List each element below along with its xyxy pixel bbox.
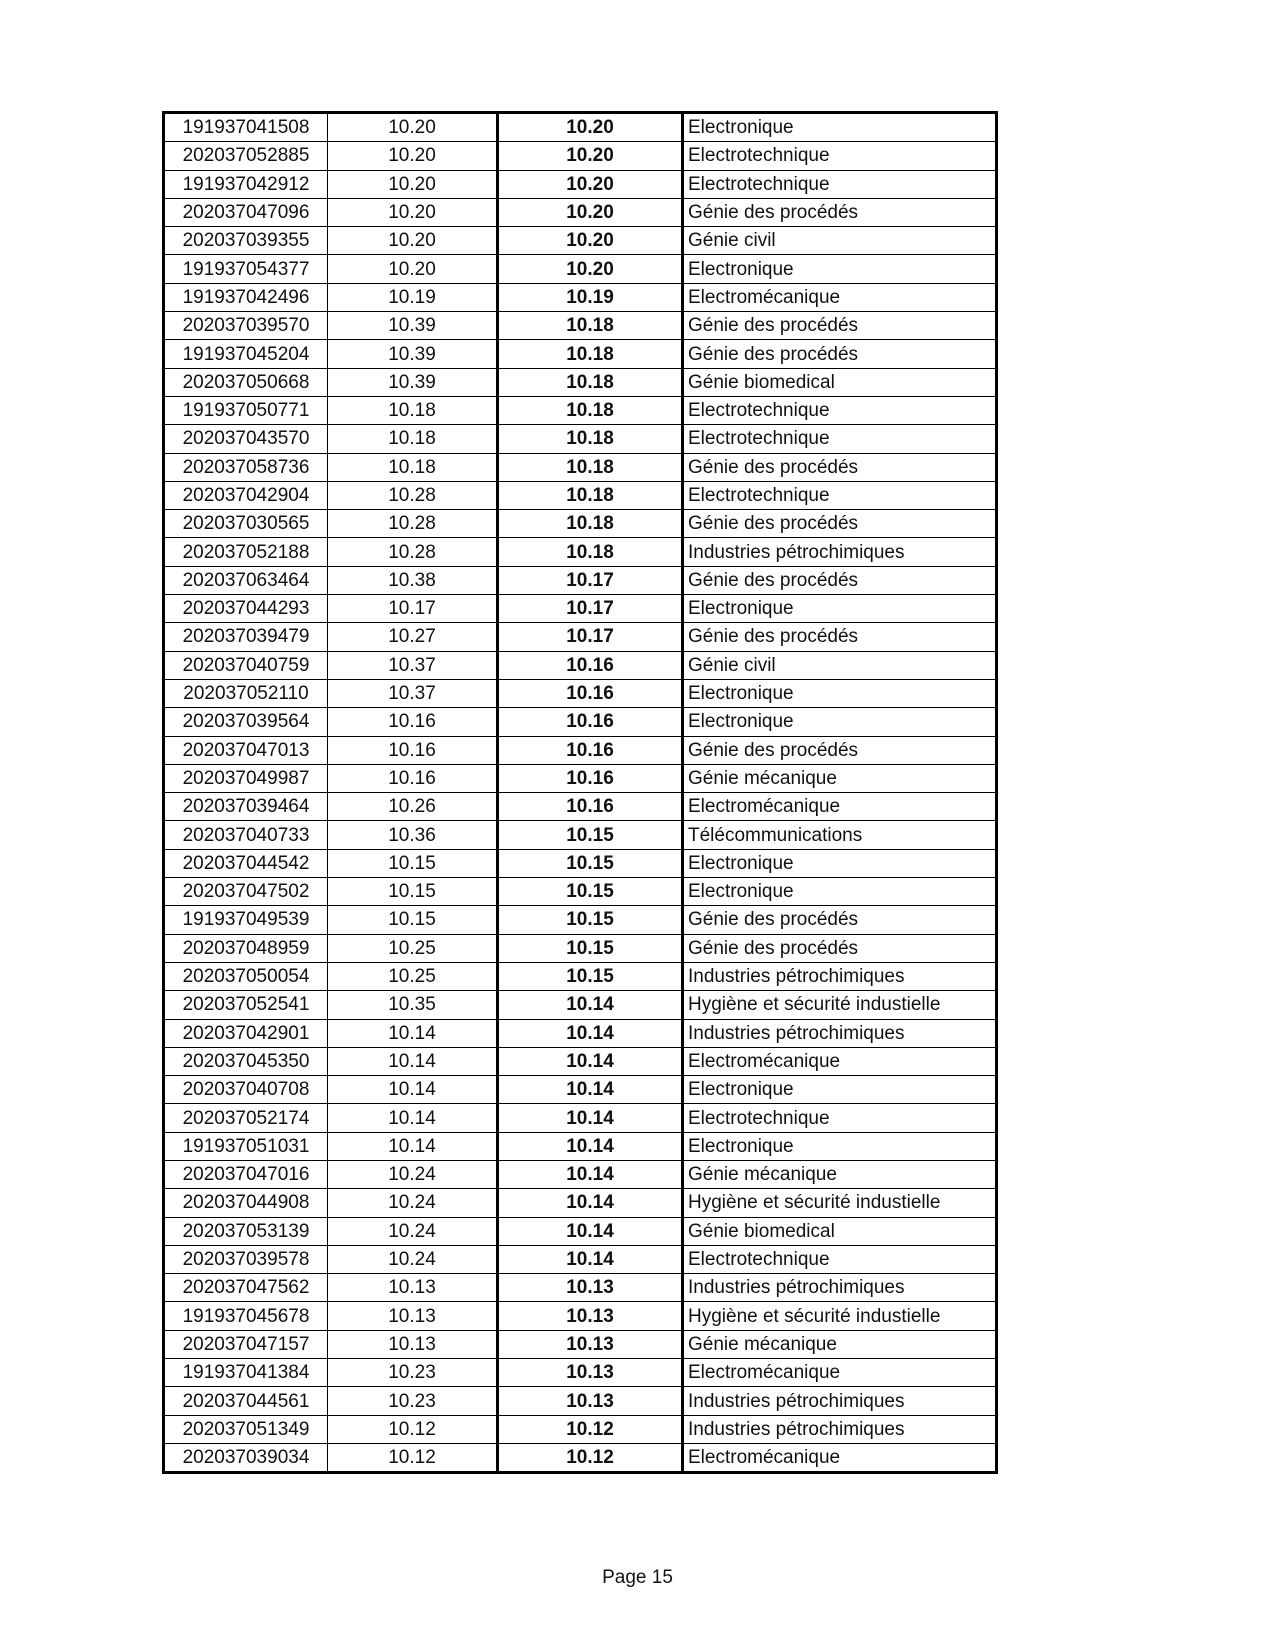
score-cell: 10.38: [328, 566, 498, 594]
field-cell: Génie biomedical: [683, 368, 997, 396]
score-cell: 10.39: [328, 368, 498, 396]
table-row: [164, 736, 997, 764]
final-score-cell: 10.19: [498, 283, 683, 311]
final-score-cell: 10.14: [498, 1047, 683, 1075]
score-cell: 10.37: [328, 651, 498, 679]
student-id-cell: 191937050771: [164, 396, 328, 424]
table-row: [164, 1189, 997, 1217]
table-row: [164, 595, 997, 623]
table-row: [164, 1443, 997, 1472]
score-cell: 10.20: [328, 198, 498, 226]
student-id-cell: 191937042496: [164, 283, 328, 311]
student-id-cell: 202037047502: [164, 878, 328, 906]
table-row: [164, 1076, 997, 1104]
student-id-cell: 202037044908: [164, 1189, 328, 1217]
student-id-cell: 202037039578: [164, 1245, 328, 1273]
field-cell: Electronique: [683, 849, 997, 877]
final-score-cell: 10.17: [498, 566, 683, 594]
table-row: [164, 1415, 997, 1443]
score-cell: 10.14: [328, 1076, 498, 1104]
table-row: [164, 793, 997, 821]
student-id-cell: 202037051349: [164, 1415, 328, 1443]
final-score-cell: 10.17: [498, 595, 683, 623]
field-cell: Génie civil: [683, 651, 997, 679]
student-id-cell: 191937045678: [164, 1302, 328, 1330]
score-cell: 10.20: [328, 113, 498, 142]
table-row: [164, 1217, 997, 1245]
table-row: [164, 170, 997, 198]
field-cell: Génie des procédés: [683, 453, 997, 481]
field-cell: Electrotechnique: [683, 481, 997, 509]
table-row: [164, 538, 997, 566]
student-id-cell: 202037039355: [164, 227, 328, 255]
final-score-cell: 10.16: [498, 793, 683, 821]
field-cell: Electromécanique: [683, 1443, 997, 1472]
student-id-cell: 202037040759: [164, 651, 328, 679]
final-score-cell: 10.14: [498, 1104, 683, 1132]
final-score-cell: 10.13: [498, 1359, 683, 1387]
score-cell: 10.39: [328, 340, 498, 368]
field-cell: Electronique: [683, 255, 997, 283]
student-id-cell: 202037044293: [164, 595, 328, 623]
student-id-cell: 202037063464: [164, 566, 328, 594]
table-row: [164, 878, 997, 906]
field-cell: Génie des procédés: [683, 736, 997, 764]
score-cell: 10.26: [328, 793, 498, 821]
score-cell: 10.13: [328, 1274, 498, 1302]
table-row: [164, 1387, 997, 1415]
final-score-cell: 10.18: [498, 538, 683, 566]
table-row: [164, 1160, 997, 1188]
student-id-cell: 202037050668: [164, 368, 328, 396]
final-score-cell: 10.17: [498, 623, 683, 651]
results-table: [162, 111, 998, 1474]
student-id-cell: 202037039564: [164, 708, 328, 736]
student-id-cell: 202037039464: [164, 793, 328, 821]
student-id-cell: 202037042901: [164, 1019, 328, 1047]
field-cell: Electronique: [683, 1076, 997, 1104]
score-cell: 10.23: [328, 1387, 498, 1415]
final-score-cell: 10.18: [498, 510, 683, 538]
final-score-cell: 10.14: [498, 1189, 683, 1217]
table-row: [164, 255, 997, 283]
field-cell: Electronique: [683, 679, 997, 707]
student-id-cell: 191937045204: [164, 340, 328, 368]
table-row: [164, 1104, 997, 1132]
field-cell: Electronique: [683, 1132, 997, 1160]
score-cell: 10.28: [328, 538, 498, 566]
field-cell: Génie civil: [683, 227, 997, 255]
student-id-cell: 202037039034: [164, 1443, 328, 1472]
score-cell: 10.13: [328, 1302, 498, 1330]
table-row: [164, 849, 997, 877]
table-row: [164, 142, 997, 170]
field-cell: Génie des procédés: [683, 340, 997, 368]
score-cell: 10.16: [328, 736, 498, 764]
field-cell: Génie des procédés: [683, 312, 997, 340]
table-row: [164, 991, 997, 1019]
field-cell: Génie des procédés: [683, 934, 997, 962]
score-cell: 10.39: [328, 312, 498, 340]
final-score-cell: 10.15: [498, 934, 683, 962]
table-row: [164, 566, 997, 594]
final-score-cell: 10.14: [498, 991, 683, 1019]
final-score-cell: 10.16: [498, 736, 683, 764]
table-row: [164, 708, 997, 736]
student-id-cell: 202037045350: [164, 1047, 328, 1075]
table-row: [164, 962, 997, 990]
final-score-cell: 10.15: [498, 906, 683, 934]
table-row: [164, 1047, 997, 1075]
score-cell: 10.23: [328, 1359, 498, 1387]
table-row: [164, 312, 997, 340]
field-cell: Industries pétrochimiques: [683, 1387, 997, 1415]
field-cell: Hygiène et sécurité industielle: [683, 991, 997, 1019]
student-id-cell: 202037047562: [164, 1274, 328, 1302]
table-row: [164, 425, 997, 453]
field-cell: Génie des procédés: [683, 510, 997, 538]
final-score-cell: 10.14: [498, 1245, 683, 1273]
score-cell: 10.12: [328, 1443, 498, 1472]
field-cell: Génie des procédés: [683, 623, 997, 651]
field-cell: Electromécanique: [683, 1359, 997, 1387]
field-cell: Electromécanique: [683, 283, 997, 311]
field-cell: Génie mécanique: [683, 764, 997, 792]
final-score-cell: 10.20: [498, 255, 683, 283]
student-id-cell: 191937051031: [164, 1132, 328, 1160]
score-cell: 10.18: [328, 396, 498, 424]
field-cell: Génie des procédés: [683, 906, 997, 934]
table-row: [164, 1019, 997, 1047]
final-score-cell: 10.13: [498, 1302, 683, 1330]
student-id-cell: 202037052885: [164, 142, 328, 170]
score-cell: 10.13: [328, 1330, 498, 1358]
field-cell: Génie mécanique: [683, 1160, 997, 1188]
score-cell: 10.35: [328, 991, 498, 1019]
table-row: [164, 651, 997, 679]
student-id-cell: 202037052541: [164, 991, 328, 1019]
final-score-cell: 10.15: [498, 821, 683, 849]
table-row: [164, 113, 997, 142]
score-cell: 10.18: [328, 425, 498, 453]
student-id-cell: 202037039479: [164, 623, 328, 651]
score-cell: 10.25: [328, 934, 498, 962]
final-score-cell: 10.14: [498, 1132, 683, 1160]
field-cell: Industries pétrochimiques: [683, 1415, 997, 1443]
final-score-cell: 10.18: [498, 453, 683, 481]
score-cell: 10.24: [328, 1217, 498, 1245]
score-cell: 10.15: [328, 878, 498, 906]
table-row: [164, 396, 997, 424]
table-row: [164, 679, 997, 707]
field-cell: Hygiène et sécurité industielle: [683, 1189, 997, 1217]
table-row: [164, 906, 997, 934]
final-score-cell: 10.18: [498, 368, 683, 396]
final-score-cell: 10.14: [498, 1076, 683, 1104]
table-row: [164, 1330, 997, 1358]
final-score-cell: 10.16: [498, 708, 683, 736]
table-row: [164, 227, 997, 255]
table-row: [164, 1302, 997, 1330]
field-cell: Electrotechnique: [683, 170, 997, 198]
final-score-cell: 10.18: [498, 425, 683, 453]
student-id-cell: 191937042912: [164, 170, 328, 198]
final-score-cell: 10.18: [498, 481, 683, 509]
student-id-cell: 191937041384: [164, 1359, 328, 1387]
score-cell: 10.36: [328, 821, 498, 849]
score-cell: 10.14: [328, 1132, 498, 1160]
table-row: [164, 934, 997, 962]
student-id-cell: 202037052188: [164, 538, 328, 566]
table-row: [164, 453, 997, 481]
final-score-cell: 10.18: [498, 396, 683, 424]
table-row: [164, 481, 997, 509]
final-score-cell: 10.13: [498, 1330, 683, 1358]
field-cell: Electrotechnique: [683, 142, 997, 170]
score-cell: 10.14: [328, 1019, 498, 1047]
student-id-cell: 202037043570: [164, 425, 328, 453]
score-cell: 10.28: [328, 481, 498, 509]
student-id-cell: 202037058736: [164, 453, 328, 481]
student-id-cell: 202037052174: [164, 1104, 328, 1132]
student-id-cell: 191937049539: [164, 906, 328, 934]
score-cell: 10.37: [328, 679, 498, 707]
student-id-cell: 202037040708: [164, 1076, 328, 1104]
field-cell: Electromécanique: [683, 793, 997, 821]
field-cell: Télécommunications: [683, 821, 997, 849]
table-row: [164, 340, 997, 368]
student-id-cell: 202037039570: [164, 312, 328, 340]
score-cell: 10.16: [328, 764, 498, 792]
final-score-cell: 10.20: [498, 227, 683, 255]
table-row: [164, 1274, 997, 1302]
score-cell: 10.15: [328, 849, 498, 877]
score-cell: 10.19: [328, 283, 498, 311]
final-score-cell: 10.14: [498, 1217, 683, 1245]
final-score-cell: 10.15: [498, 878, 683, 906]
score-cell: 10.12: [328, 1415, 498, 1443]
score-cell: 10.27: [328, 623, 498, 651]
table-row: [164, 1132, 997, 1160]
student-id-cell: 202037042904: [164, 481, 328, 509]
final-score-cell: 10.12: [498, 1415, 683, 1443]
final-score-cell: 10.20: [498, 142, 683, 170]
student-id-cell: 202037047013: [164, 736, 328, 764]
final-score-cell: 10.16: [498, 764, 683, 792]
score-cell: 10.24: [328, 1245, 498, 1273]
field-cell: Industries pétrochimiques: [683, 538, 997, 566]
student-id-cell: 202037053139: [164, 1217, 328, 1245]
field-cell: Génie biomedical: [683, 1217, 997, 1245]
final-score-cell: 10.20: [498, 198, 683, 226]
student-id-cell: 202037030565: [164, 510, 328, 538]
score-cell: 10.28: [328, 510, 498, 538]
final-score-cell: 10.15: [498, 849, 683, 877]
field-cell: Industries pétrochimiques: [683, 1019, 997, 1047]
student-id-cell: 202037047016: [164, 1160, 328, 1188]
final-score-cell: 10.14: [498, 1019, 683, 1047]
field-cell: Génie des procédés: [683, 198, 997, 226]
final-score-cell: 10.14: [498, 1160, 683, 1188]
score-cell: 10.20: [328, 170, 498, 198]
student-id-cell: 202037044561: [164, 1387, 328, 1415]
final-score-cell: 10.20: [498, 170, 683, 198]
final-score-cell: 10.13: [498, 1274, 683, 1302]
score-cell: 10.17: [328, 595, 498, 623]
field-cell: Electronique: [683, 113, 997, 142]
score-cell: 10.24: [328, 1160, 498, 1188]
final-score-cell: 10.20: [498, 113, 683, 142]
student-id-cell: 202037044542: [164, 849, 328, 877]
table-row: [164, 764, 997, 792]
table-row: [164, 623, 997, 651]
final-score-cell: 10.18: [498, 340, 683, 368]
score-cell: 10.25: [328, 962, 498, 990]
score-cell: 10.15: [328, 906, 498, 934]
table-row: [164, 198, 997, 226]
table-row: [164, 510, 997, 538]
table-row: [164, 821, 997, 849]
field-cell: Electrotechnique: [683, 425, 997, 453]
student-id-cell: 202037052110: [164, 679, 328, 707]
field-cell: Electromécanique: [683, 1047, 997, 1075]
field-cell: Génie mécanique: [683, 1330, 997, 1358]
student-id-cell: 191937054377: [164, 255, 328, 283]
score-cell: 10.14: [328, 1047, 498, 1075]
field-cell: Electrotechnique: [683, 396, 997, 424]
field-cell: Electronique: [683, 595, 997, 623]
final-score-cell: 10.16: [498, 679, 683, 707]
score-cell: 10.20: [328, 227, 498, 255]
field-cell: Industries pétrochimiques: [683, 962, 997, 990]
student-id-cell: 202037048959: [164, 934, 328, 962]
field-cell: Génie des procédés: [683, 566, 997, 594]
student-id-cell: 202037049987: [164, 764, 328, 792]
student-id-cell: 202037040733: [164, 821, 328, 849]
field-cell: Industries pétrochimiques: [683, 1274, 997, 1302]
field-cell: Electronique: [683, 708, 997, 736]
table-row: [164, 1245, 997, 1273]
student-id-cell: 202037047157: [164, 1330, 328, 1358]
table-row: [164, 1359, 997, 1387]
score-cell: 10.18: [328, 453, 498, 481]
final-score-cell: 10.16: [498, 651, 683, 679]
final-score-cell: 10.15: [498, 962, 683, 990]
page-number: Page 15: [602, 1567, 673, 1588]
final-score-cell: 10.13: [498, 1387, 683, 1415]
field-cell: Electronique: [683, 878, 997, 906]
student-id-cell: 202037050054: [164, 962, 328, 990]
field-cell: Electrotechnique: [683, 1245, 997, 1273]
score-cell: 10.20: [328, 255, 498, 283]
score-cell: 10.24: [328, 1189, 498, 1217]
results-table-body: [164, 113, 997, 1473]
score-cell: 10.14: [328, 1104, 498, 1132]
final-score-cell: 10.18: [498, 312, 683, 340]
field-cell: Hygiène et sécurité industielle: [683, 1302, 997, 1330]
table-row: [164, 283, 997, 311]
table-row: [164, 368, 997, 396]
final-score-cell: 10.12: [498, 1443, 683, 1472]
student-id-cell: 202037047096: [164, 198, 328, 226]
field-cell: Electrotechnique: [683, 1104, 997, 1132]
student-id-cell: 191937041508: [164, 113, 328, 142]
score-cell: 10.20: [328, 142, 498, 170]
score-cell: 10.16: [328, 708, 498, 736]
